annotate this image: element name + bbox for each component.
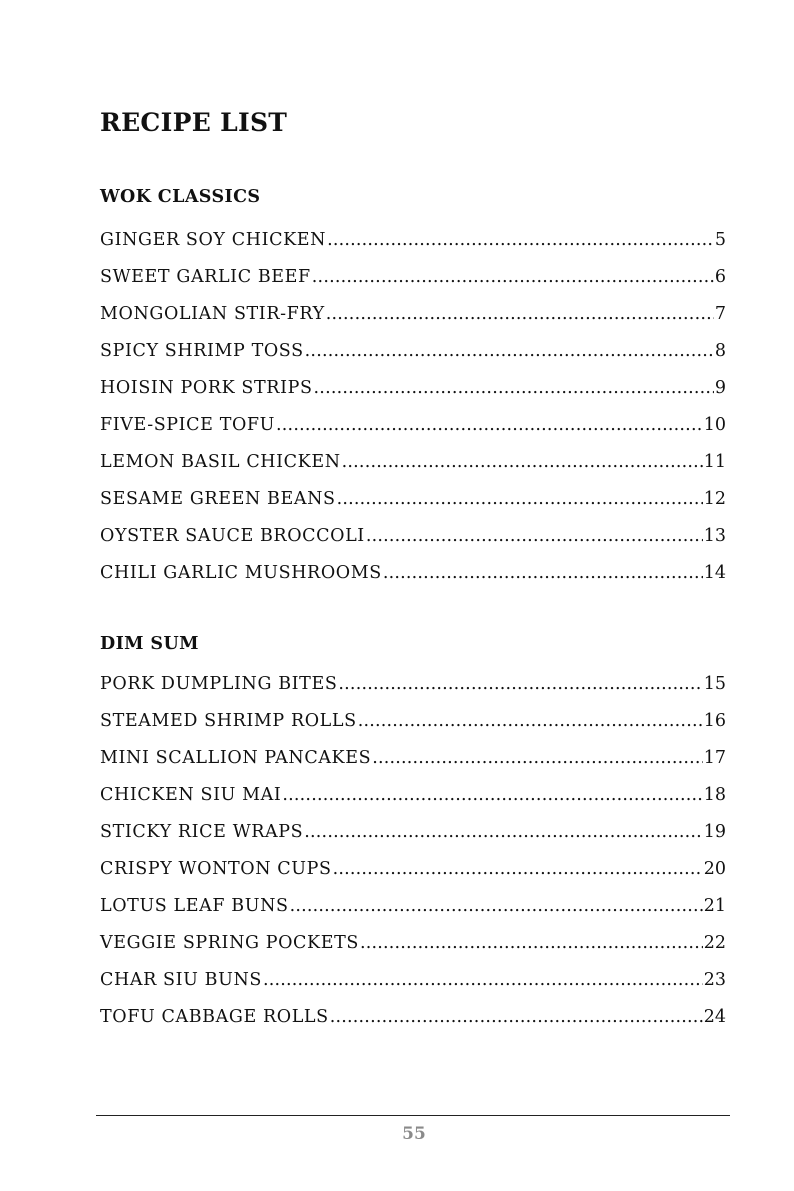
entry-page-number: 12 (703, 489, 726, 509)
toc-entry (100, 376, 726, 413)
entry-title: CRISPY WONTON CUPS (100, 859, 332, 879)
dot-leader (372, 746, 703, 770)
entry-title: TOFU CABBAGE ROLLS (100, 1007, 329, 1027)
toc-entry (100, 339, 726, 376)
toc-entry (100, 413, 726, 450)
entry-page-number: 21 (703, 896, 726, 916)
entry-page-number: 23 (703, 970, 726, 990)
dot-leader (276, 413, 703, 437)
entry-title: OYSTER SAUCE BROCCOLI (100, 526, 365, 546)
toc-list-dim-sum (100, 672, 726, 1042)
entry-page-number: 5 (714, 230, 726, 250)
entry-title: SESAME GREEN BEANS (100, 489, 336, 509)
toc-list-wok-classics (100, 228, 726, 598)
toc-entry (100, 487, 726, 524)
entry-title: SWEET GARLIC BEEF (100, 267, 311, 287)
entry-title: LOTUS LEAF BUNS (100, 896, 289, 916)
entry-title: VEGGIE SPRING POCKETS (100, 933, 359, 953)
entry-page-number: 15 (703, 674, 726, 694)
dot-leader (383, 561, 703, 585)
toc-entry (100, 228, 726, 265)
toc-entry (100, 524, 726, 561)
entry-title: CHICKEN SIU MAI (100, 785, 282, 805)
entry-page-number: 24 (703, 1007, 726, 1027)
dot-leader (327, 228, 714, 252)
toc-entry (100, 857, 726, 894)
dot-leader (366, 524, 703, 548)
entry-title: LEMON BASIL CHICKEN (100, 452, 341, 472)
dot-leader (360, 931, 703, 955)
toc-entry (100, 968, 726, 1005)
toc-entry (100, 709, 726, 746)
entry-title: STICKY RICE WRAPS (100, 822, 304, 842)
entry-title: SPICY SHRIMP TOSS (100, 341, 304, 361)
dot-leader (342, 450, 703, 474)
dot-leader (337, 487, 703, 511)
page-title: RECIPE LIST (100, 108, 288, 137)
toc-entry (100, 746, 726, 783)
section-heading-wok-classics: WOK CLASSICS (100, 187, 261, 207)
section-heading-dim-sum: DIM SUM (100, 634, 199, 654)
entry-page-number: 19 (703, 822, 726, 842)
entry-page-number: 13 (703, 526, 726, 546)
entry-title: FIVE-SPICE TOFU (100, 415, 276, 435)
entry-title: PORK DUMPLING BITES (100, 674, 338, 694)
toc-entry (100, 1005, 726, 1042)
toc-entry (100, 931, 726, 968)
entry-page-number: 16 (703, 711, 726, 731)
dot-leader (305, 339, 714, 363)
entry-page-number: 7 (714, 304, 726, 324)
toc-entry (100, 894, 726, 931)
entry-title: CHAR SIU BUNS (100, 970, 262, 990)
entry-page-number: 14 (703, 563, 726, 583)
entry-page-number: 18 (703, 785, 726, 805)
entry-page-number: 9 (714, 378, 726, 398)
entry-page-number: 10 (703, 415, 726, 435)
entry-title: CHILI GARLIC MUSHROOMS (100, 563, 382, 583)
dot-leader (304, 820, 702, 844)
toc-entry (100, 820, 726, 857)
entry-page-number: 6 (714, 267, 726, 287)
entry-title: MONGOLIAN STIR-FRY (100, 304, 325, 324)
dot-leader (312, 265, 714, 289)
entry-page-number: 8 (714, 341, 726, 361)
dot-leader (282, 783, 702, 807)
toc-entry (100, 450, 726, 487)
toc-entry (100, 302, 726, 339)
entry-title: MINI SCALLION PANCAKES (100, 748, 372, 768)
dot-leader (358, 709, 703, 733)
toc-entry (100, 265, 726, 302)
entry-title: GINGER SOY CHICKEN (100, 230, 327, 250)
page-number: 55 (402, 1124, 426, 1144)
entry-page-number: 17 (703, 748, 726, 768)
entry-page-number: 20 (703, 859, 726, 879)
dot-leader (330, 1005, 703, 1029)
dot-leader (333, 857, 703, 881)
toc-entry (100, 783, 726, 820)
dot-leader (263, 968, 703, 992)
entry-title: STEAMED SHRIMP ROLLS (100, 711, 357, 731)
dot-leader (314, 376, 714, 400)
dot-leader (338, 672, 702, 696)
entry-title: HOISIN PORK STRIPS (100, 378, 313, 398)
dot-leader (326, 302, 714, 326)
entry-page-number: 11 (703, 452, 726, 472)
toc-entry (100, 561, 726, 598)
toc-entry (100, 672, 726, 709)
dot-leader (290, 894, 703, 918)
entry-page-number: 22 (703, 933, 726, 953)
footer-rule (96, 1115, 730, 1116)
